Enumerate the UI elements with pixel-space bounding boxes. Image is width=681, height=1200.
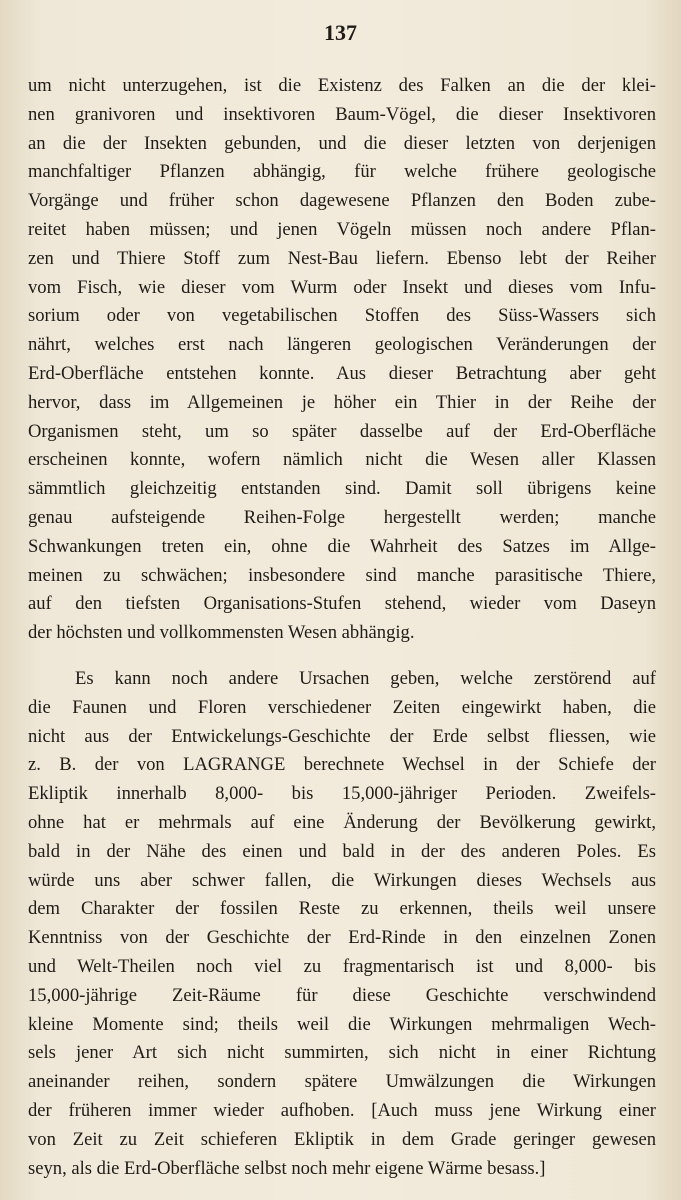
text-line: dem Charakter der fossilen Reste zu erkennen, theils weil unsere: [28, 898, 656, 920]
text-line: genau aufsteigende Reihen-Folge hergestellt werden; manche: [28, 506, 656, 528]
text-line: Schwankungen treten ein, ohne die Wahrheit des Satzes im Allge-: [28, 535, 656, 557]
text-line: der höchsten und vollkommensten Wesen abhängig.: [28, 622, 415, 644]
text-line: aneinander reihen, sondern spätere Umwälzungen die Wirkungen: [28, 1071, 656, 1093]
paragraph-2: [28, 665, 656, 1183]
text-line: bald in der Nähe des einen und bald in der des anderen Poles. Es: [28, 840, 656, 862]
text-line: reitet haben müssen; und jenen Vögeln müssen noch andere Pflan-: [28, 218, 656, 240]
text-line: meinen zu schwächen; insbesondere sind manche parasitische Thiere,: [28, 564, 656, 586]
text-line: nährt, welches erst nach längeren geologischen Veränderungen der: [28, 334, 656, 356]
text-line: Erd-Oberfläche entstehen konnte. Aus dieser Betrachtung aber geht: [28, 362, 656, 384]
text-line: Kenntniss von der Geschichte der Erd-Rinde in den einzelnen Zonen: [28, 927, 656, 949]
text-line: und Welt-Theilen noch viel zu fragmentarisch ist und 8,000- bis: [28, 955, 656, 977]
text-line: Ekliptik innerhalb 8,000- bis 15,000-jähriger Perioden. Zweifels-: [28, 783, 656, 805]
text-line: der früheren immer wieder aufhoben. [Auch muss jene Wirkung einer: [28, 1099, 656, 1121]
text-line: nicht aus der Entwickelungs-Geschichte der Erde selbst fliessen, wie: [28, 725, 656, 747]
text-line: Organismen steht, um so später dasselbe auf der Erd-Oberfläche: [28, 420, 656, 442]
text-line: z. B. der von LAGRANGE berechnete Wechsel in der Schiefe der: [28, 754, 656, 776]
text-line: würde uns aber schwer fallen, die Wirkungen dieses Wechsels aus: [28, 869, 656, 891]
text-line: um nicht unterzugehen, ist die Existenz des Falken an die der klei-: [28, 75, 656, 96]
text-line: nen granivoren und insektivoren Baum-Vögel, die dieser Insektivoren: [28, 103, 656, 125]
text-line: Es kann noch andere Ursachen geben, welche zerstörend auf: [75, 668, 656, 689]
text-line: seyn, als die Erd-Oberfläche selbst noch mehr eigene Wärme besass.]: [28, 1157, 546, 1179]
text-line: von Zeit zu Zeit schieferen Ekliptik in dem Grade geringer gewesen: [28, 1128, 656, 1150]
text-line: die Faunen und Floren verschiedener Zeiten eingewirkt haben, die: [28, 696, 656, 718]
text-line: auf den tiefsten Organisations-Stufen stehend, wieder vom Daseyn: [28, 593, 656, 615]
text-line: manchfaltiger Pflanzen abhängig, für welche frühere geologische: [28, 161, 656, 183]
page-number: 137: [324, 20, 357, 45]
text-line: erscheinen konnte, wofern nämlich nicht die Wesen aller Klassen: [28, 449, 656, 471]
text-line: sorium oder von vegetabilischen Stoffen des Süss-Wassers sich: [28, 305, 656, 327]
text-line: zen und Thiere Stoff zum Nest-Bau liefern. Ebenso lebt der Reiher: [28, 247, 656, 269]
text-line: an die der Insekten gebunden, und die dieser letzten von derjenigen: [28, 132, 656, 154]
text-line: 15,000-jährige Zeit-Räume für diese Geschichte verschwindend: [28, 984, 656, 1006]
text-line: kleine Momente sind; theils weil die Wirkungen mehrmaligen Wech-: [28, 1013, 656, 1035]
text-line: sels jener Art sich nicht summirten, sich nicht in einer Richtung: [28, 1042, 656, 1064]
text-line: Vorgänge und früher schon dagewesene Pflanzen den Boden zube-: [28, 190, 656, 212]
paragraph-1: [28, 72, 656, 648]
text-line: sämmtlich gleichzeitig entstanden sind. Damit soll übrigens keine: [28, 478, 656, 500]
text-line: hervor, dass im Allgemeinen je höher ein Thier in der Reihe der: [28, 391, 656, 413]
text-line: ohne hat er mehrmals auf eine Änderung der Bevölkerung gewirkt,: [28, 811, 656, 833]
text-line: vom Fisch, wie dieser vom Wurm oder Insekt und dieses vom Infu-: [28, 276, 656, 298]
